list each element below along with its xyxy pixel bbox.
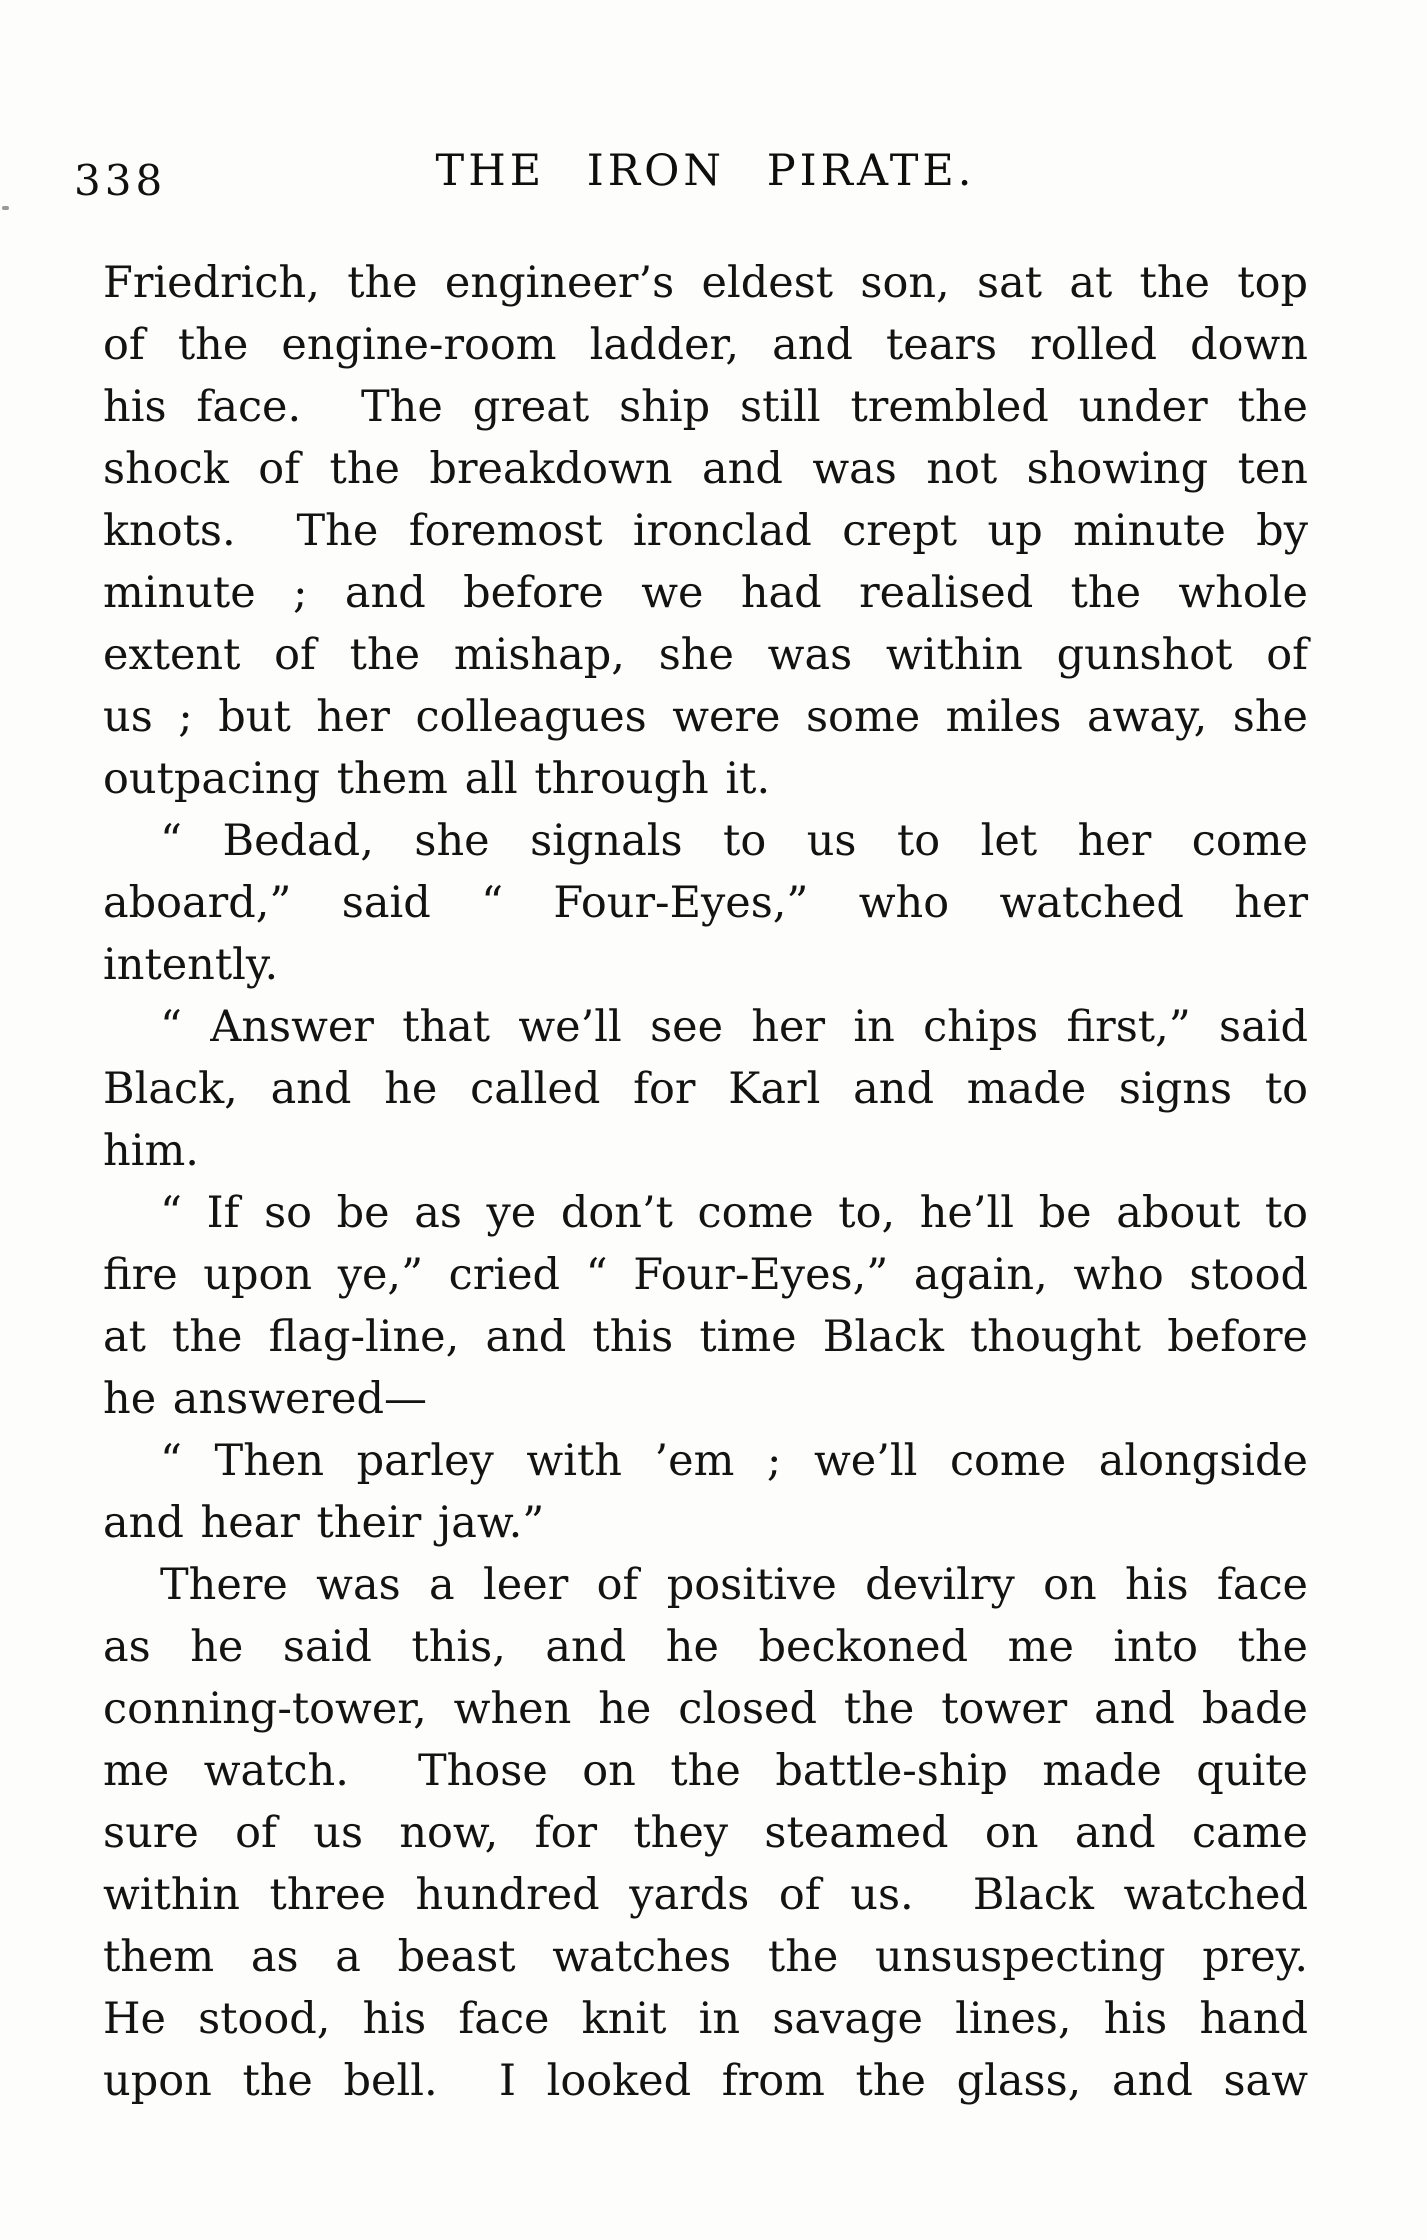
- text-line: sure of us now, for they steamed on and came: [103, 1808, 1308, 1858]
- paragraph: [103, 1430, 1308, 1554]
- paragraph: [103, 1554, 1308, 2112]
- text-line: him.: [103, 1126, 199, 1176]
- text-block: [103, 252, 1308, 2112]
- scan-artifact: [2, 206, 9, 210]
- text-line: and hear their jaw.”: [103, 1498, 545, 1548]
- text-line: aboard,” said “ Four-Eyes,” who watched her: [103, 878, 1308, 928]
- text-line: upon the bell. I looked from the glass, and saw: [103, 2056, 1308, 2106]
- text-line: of the engine-room ladder, and tears rolled down: [103, 320, 1308, 370]
- text-line: he answered—: [103, 1374, 427, 1424]
- text-line: minute ; and before we had realised the whole: [103, 568, 1308, 618]
- paragraph: [103, 810, 1308, 996]
- text-line: extent of the mishap, she was within gunshot of: [103, 630, 1308, 680]
- text-line: us ; but her colleagues were some miles away, she: [103, 692, 1308, 742]
- text-line: knots. The foremost ironclad crept up minute by: [103, 506, 1308, 556]
- text-line: outpacing them all through it.: [103, 754, 771, 804]
- paragraph: [103, 996, 1308, 1182]
- text-line: his face. The great ship still trembled under the: [103, 382, 1308, 432]
- page-number: 338: [74, 156, 167, 205]
- running-title: THE IRON PIRATE.: [435, 146, 976, 196]
- text-line: Black, and he called for Karl and made signs to: [103, 1064, 1308, 1114]
- text-line: “ Answer that we’ll see her in chips first,” said: [160, 1002, 1308, 1052]
- text-line: fire upon ye,” cried “ Four-Eyes,” again, who stood: [103, 1250, 1308, 1300]
- text-line: within three hundred yards of us. Black watched: [103, 1870, 1308, 1920]
- text-line: “ Then parley with ’em ; we’ll come alongside: [160, 1436, 1308, 1486]
- text-line: There was a leer of positive devilry on his face: [160, 1560, 1308, 1610]
- text-line: He stood, his face knit in savage lines, his hand: [103, 1994, 1308, 2044]
- text-line: “ Bedad, she signals to us to let her come: [160, 816, 1308, 866]
- paragraph: [103, 252, 1308, 810]
- page-header: [74, 146, 1308, 216]
- text-line: conning-tower, when he closed the tower and bade: [103, 1684, 1308, 1734]
- text-line: Friedrich, the engineer’s eldest son, sat at the top: [103, 258, 1308, 308]
- text-line: me watch. Those on the battle-ship made quite: [103, 1746, 1308, 1796]
- text-line: “ If so be as ye don’t come to, he’ll be about to: [160, 1188, 1308, 1238]
- text-line: shock of the breakdown and was not showing ten: [103, 444, 1308, 494]
- text-line: intently.: [103, 940, 279, 990]
- text-line: them as a beast watches the unsuspecting prey.: [103, 1932, 1308, 1982]
- text-line: at the flag-line, and this time Black thought before: [103, 1312, 1308, 1362]
- text-line: as he said this, and he beckoned me into the: [103, 1622, 1308, 1672]
- paragraph: [103, 1182, 1308, 1430]
